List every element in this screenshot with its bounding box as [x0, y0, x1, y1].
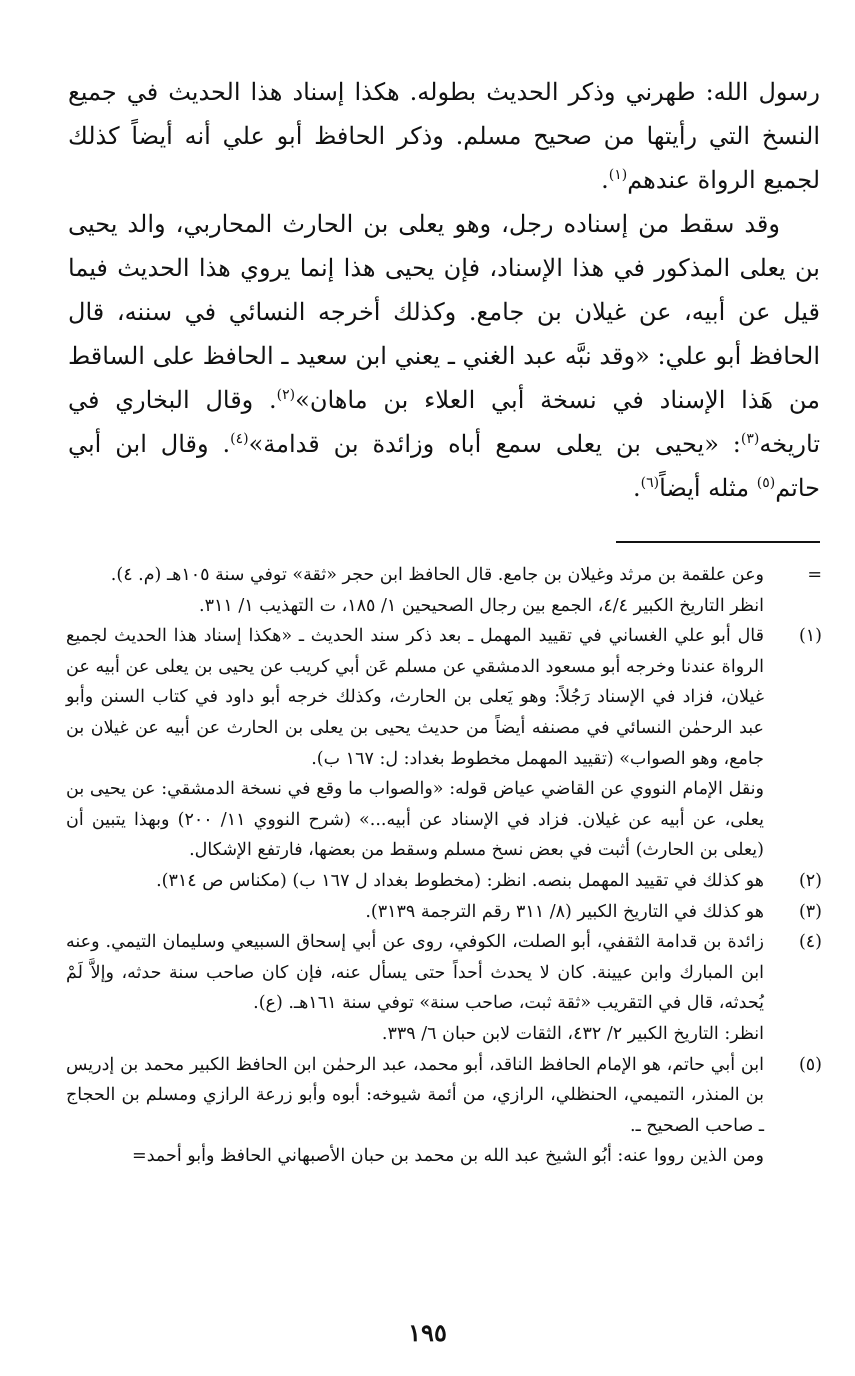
footnote-text	[66, 927, 764, 1049]
footnote-ref: (٣)	[740, 431, 760, 447]
footnote-paragraph: ومن الذين رووا عنه: أبُو الشيخ عبد الله بن محمد بن حبان الأصبهاني الحافظ وأبو أحمد=	[132, 1146, 764, 1167]
footnote-number: =	[807, 565, 822, 585]
footnote-paragraph: زائدة بن قدامة الثقفي، أبو الصلت، الكوفي، روى عن أبي إسحاق السبيعي وسليمان التيمي. وعنه ابن المبارك وابن عيينة. كان لا يحدث أحداً حتى يسأل عنه، فإن كان صاحب سنة حدثه، وإلاَّ لَمْ يُحدثه، قال في التقريب «ثقة ثبت، صاحب سنة» توفي سنة ١٦١هـ. (ع).	[66, 932, 764, 1014]
footnote	[66, 897, 822, 928]
footnote-number: (٣)	[798, 901, 822, 922]
text-run: . وقال البخاري في تاريخه	[68, 386, 820, 458]
text-run: .	[601, 166, 609, 194]
footnote	[66, 560, 822, 621]
text-run: .	[632, 474, 641, 502]
paragraph-2	[68, 202, 820, 510]
footnote-paragraph: ونقل الإمام النووي عن القاضي عياض قوله: «والصواب ما وقع في نسخة الدمشقي: عن يحيى بن يعلى، عن أبيه عن غيلان. فزاد في الإسناد عن أبيه...» (شرح النووي ١١/ ٢٠٠) وبهذا يتبين أن (يعلى بن الحارث) أثبت في بعض نسخ مسلم وسقط من بعضها، فارتفع الإشكال.	[66, 779, 764, 861]
footnote-paragraph: انظر: التاريخ الكبير ٢/ ٤٣٢، الثقات لابن حبان ٦/ ٣٣٩.	[381, 1023, 764, 1044]
text-run: مثله أيضاً	[659, 474, 757, 502]
main-text	[68, 70, 820, 510]
footnote-ref: (٦)	[640, 475, 660, 491]
footnote-number: (٥)	[798, 1054, 822, 1075]
text-run: رسول الله: طهرني وذكر الحديث بطوله. هكذا إسناد هذا الحديث في جميع النسخ التي رأيتها من صحيح مسلم. وذكر الحافظ أبو علي أنه أيضاً كذلك لجميع الرواة عندهم	[68, 78, 820, 194]
footnote-number: (١)	[798, 626, 822, 647]
text-run: . وقال ابن أبي حاتم	[68, 430, 820, 502]
footnote-paragraph: قال أبو علي الغساني في تقييد المهمل ـ بعد ذكر سند الحديث ـ «هكذا إسناد هذا الحديث لجميع الرواة عندنا وخرجه أبو مسعود الدمشقي عن مسلم عَن أبي كريب عن يحيى بن يعلى عن أبيه عن غيلان، فزاد في الإسناد رَجُلاً: وهو يَعلى بن الحارث، وكذلك خرجه أبو داود في كتاب السنن وأبو عبد الرحمٰن النسائي في مصنفه أيضاً من حديث يحيى بن يعلى بن الحارث عن أبيه عن غيلان بن جامع، وهو الصواب» (تقييد المهمل مخطوط بغداد: ل: ١٦٧ ب).	[66, 626, 764, 769]
footnote	[66, 621, 822, 866]
footnote-text	[66, 560, 764, 621]
footnote-text	[66, 621, 764, 866]
footnote-ref: (٥)	[756, 475, 776, 491]
footnote-paragraph: ابن أبي حاتم، هو الإمام الحافظ الناقد، أبو محمد، عبد الرحمٰن ابن الحافظ الكبير محمد بن إدريس بن المنذر، التميمي، الحنظلي، الرازي، من أئمة شيوخه: أبوه وأبو زرعة الرازي ومسلم بن الحجاج ـ صاحب الصحيح ـ.	[66, 1054, 764, 1136]
footnote-ref: (١)	[608, 167, 628, 183]
footnote-number: (٤)	[798, 932, 822, 953]
footnote-text	[66, 897, 764, 928]
footnote	[66, 927, 822, 1049]
text-run: : «يحيى بن يعلى سمع أباه وزائدة بن قدامة»	[248, 430, 741, 458]
footnote	[66, 1050, 822, 1172]
footnote-ref: (٤)	[230, 431, 249, 447]
footnote-paragraph: هو كذلك في تقييد المهمل بنصه. انظر: (مخطوط بغداد ل ١٦٧ ب) (مكناس ص ٣١٤).	[156, 870, 764, 891]
footnotes	[66, 560, 822, 1172]
page-number: ١٩٥	[408, 1318, 447, 1347]
footnote-ref: (٢)	[276, 387, 296, 403]
text-run: وقد سقط من إسناده رجل، وهو يعلى بن الحارث المحاربي، والد يحيى بن يعلى المذكور في هذا الإسناد، فإن يحيى هذا إنما يروي هذا الحديث فيما قيل عن أبيه، عن غيلان بن جامع. وكذلك أخرجه النسائي في سننه، قال الحافظ أبو علي: «وقد نبَّه عبد الغني ـ يعني ابن سعيد ـ الحافظ على الساقط من هَذا الإسناد في نسخة أبي العلاء بن ماهان»	[68, 210, 820, 414]
footnote	[66, 866, 822, 897]
footnote-paragraph: هو كذلك في التاريخ الكبير (٨/ ٣١١ رقم الترجمة ٣١٣٩).	[365, 901, 764, 922]
paragraph-1	[68, 70, 820, 202]
footnote-text	[66, 1050, 764, 1172]
footnote-paragraph: وعن علقمة بن مرثد وغيلان بن جامع. قال الحافظ ابن حجر «ثقة» توفي سنة ١٠٥هـ (م. ٤).	[110, 565, 764, 585]
footnote-number: (٢)	[798, 870, 822, 891]
footnote-paragraph: انظر التاريخ الكبير ٤/٤، الجمع بين رجال الصحيحين ١/ ١٨٥، ت التهذيب ١/ ٣١١.	[199, 595, 764, 616]
footnote-text	[66, 866, 764, 897]
footnote-separator	[616, 541, 820, 543]
